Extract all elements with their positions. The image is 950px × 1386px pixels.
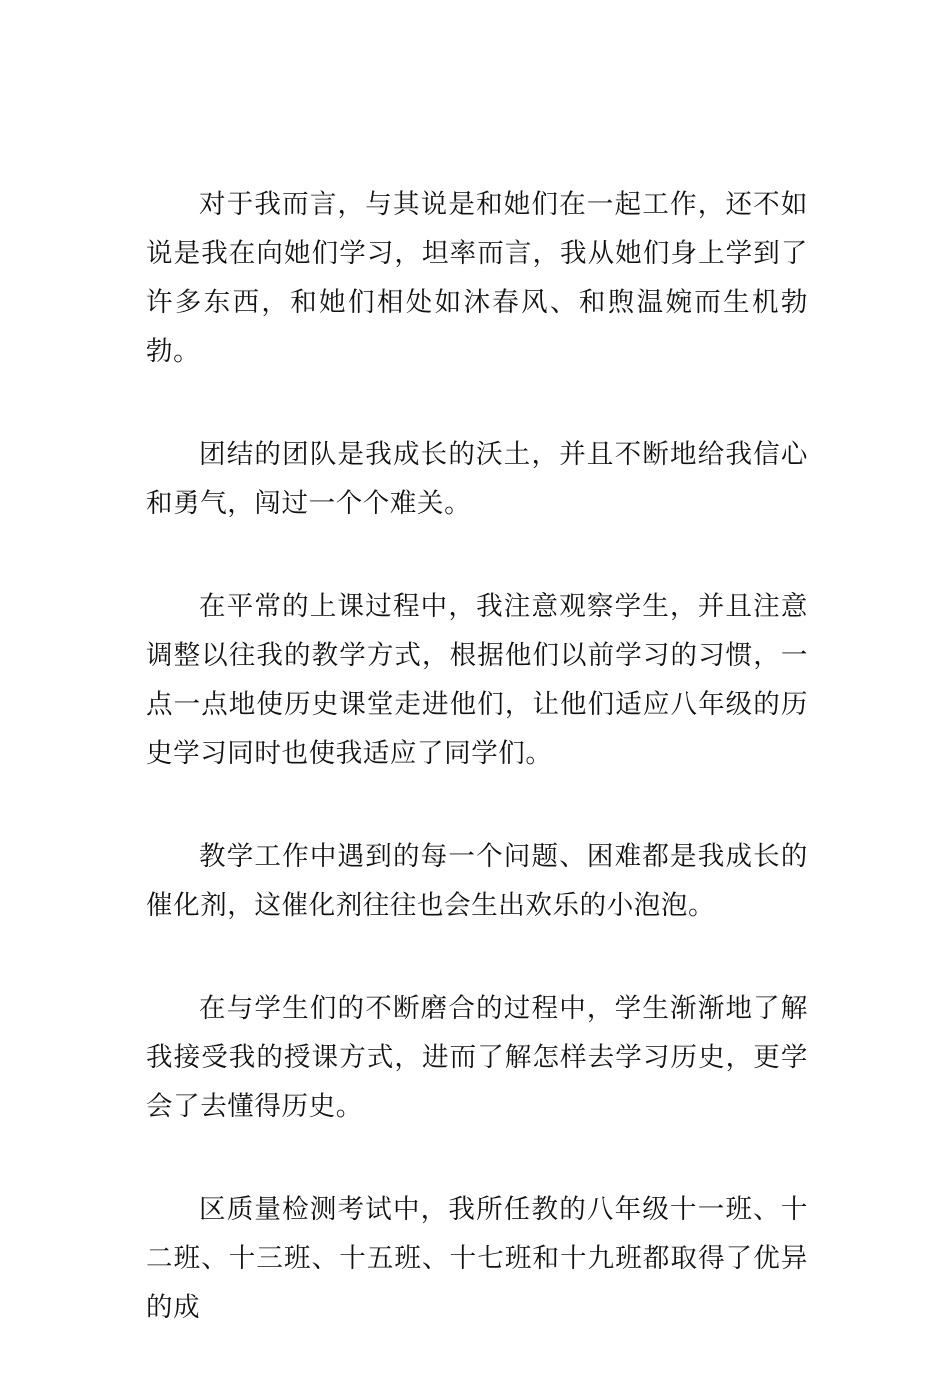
paragraph-teaching-challenges: 教学工作中遇到的每一个问题、困难都是我成长的催化剂，这催化剂往往也会生出欢乐的小泡泡。: [146, 841, 808, 921]
document-body: [146, 180, 808, 1386]
paragraph-student-adaptation: 在与学生们的不断磨合的过程中，学生渐渐地了解我接受我的授课方式，进而了解怎样去学习历史，更学会了去懂得历史。: [146, 993, 808, 1122]
paragraph-learning-from-colleagues: 对于我而言，与其说是和她们在一起工作，还不如说是我在向她们学习，坦率而言，我从她们身上学到了许多东西，和她们相处如沐春风、和煦温婉而生机勃勃。: [146, 189, 808, 367]
paragraph-classroom-observation: 在平常的上课过程中，我注意观察学生，并且注意调整以往我的教学方式，根据他们以前学习的习惯，一点一点地使历史课堂走进他们，让他们适应八年级的历史学习同时也使我适应了同学们。: [146, 591, 808, 769]
paragraph-united-team: 团结的团队是我成长的沃土，并且不断地给我信心和勇气，闯过一个个难关。: [146, 439, 808, 519]
paragraph-exam-results: 区质量检测考试中，我所任教的八年级十一班、十二班、十三班、十五班、十七班和十九班都取得了优异的成: [146, 1194, 808, 1323]
